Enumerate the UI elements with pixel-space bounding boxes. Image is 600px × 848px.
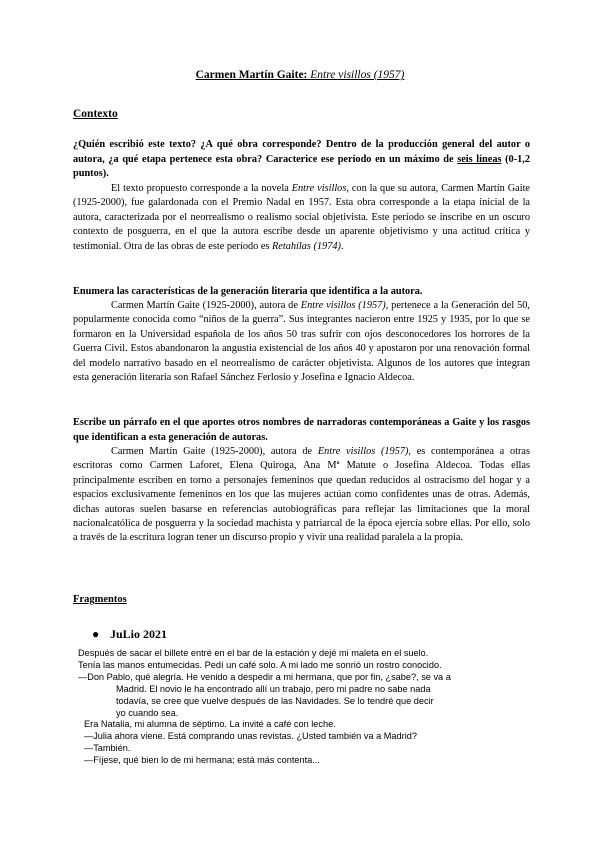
- answer-1-work: Entre visillos: [291, 183, 347, 194]
- answer-3-text-a: Carmen Martín Gaite (1925-2000), autora de: [111, 446, 318, 457]
- section-heading-contexto: Contexto: [73, 108, 118, 120]
- title-author: Carmen Martín Gaite:: [195, 69, 308, 81]
- question-3: Escribe un párrafo en el que aportes otros nombres de narradoras contemporáneas a Gaite y los rasgos que identifican a esta generación de autoras.: [73, 417, 530, 443]
- answer-3: [73, 445, 530, 546]
- fragment-line: todavía, se cree que vuelve después de las Navidades. Se lo tendré que decir: [116, 696, 434, 706]
- document-title: [0, 69, 600, 81]
- fragment-date: JuLio 2021: [110, 627, 168, 641]
- answer-1-text-b: , con la que su autora, Carmen Martín Gaite (1925-2000), fue galardonada con el Premio Nadal en 1957. Esta obra corresponde a la etapa inicial de la autora, caracterizada por el neorrealismo o realismo social objetivista. Este período se inscribe en un oscuro contexto de posguerra, en el que la autora escribe desde un aparente objetivismo y una actitud crítica y testimonial. Otra de las obras de este período es: [73, 183, 530, 252]
- fragment-line: Madrid. El novio le ha encontrado allí un trabajo, pero mi padre no sabe nada: [116, 684, 431, 694]
- answer-2-text-b: , pertenece a la Generación del 50, popularmente conocida como “niños de la guerra”. Sus integrantes nacieron entre 1925 y 1935, por lo que se formaron en la Universidad española de los años 50 tras sufrir con ojos desconocedores los horrores de la Guerra Civil. Estos abandonaron la angustia existencial de los años 40 y apostaron por una renovación formal del modelo narrativo basado en el neorrealismo de carácter objetivista. Algunos de los autores que integran esta generación literaria son Rafael Sánchez Ferlosio y Josefina e Ignacio Aldecoa.: [73, 300, 530, 384]
- fragment-line: —Don Pablo, qué alegría. He venido a despedir a mi hermana, que por fin, ¿sabe?, se va a: [78, 672, 451, 682]
- fragment-line: —Fíjese, qué bien lo de mi hermana; está más contenta...: [84, 755, 320, 765]
- question-1: [73, 138, 530, 182]
- answer-1: [73, 182, 530, 254]
- question-1-text: ¿Quién escribió este texto? ¿A qué obra corresponde? Dentro de la producción general del autor o autora, ¿a qué etapa pertenece esta obra? Caracterice ese periodo en un máximo de: [73, 139, 530, 165]
- fragment-line: Era Natalia, mi alumna de séptimo. La invité a café con leche.: [84, 719, 336, 729]
- answer-2-work: Entre visillos (1957): [300, 300, 386, 311]
- question-2: Enumera las características de la generación literaria que identifica a la autora.: [73, 286, 423, 297]
- answer-1-text-a: El texto propuesto corresponde a la novela: [111, 183, 292, 194]
- bullet-icon: ●: [92, 627, 100, 641]
- fragment-line: Después de sacar el billete entré en el bar de la estación y dejé mi maleta en el suelo.: [78, 648, 429, 658]
- question-1-underlined: seis líneas: [457, 153, 502, 165]
- answer-2: [73, 299, 530, 385]
- question-1-points: (0-1,2 puntos).: [73, 153, 531, 180]
- title-work: Entre visillos (1957): [310, 69, 405, 81]
- fragment-date-item: [92, 627, 167, 642]
- answer-3-work: Entre visillos (1957): [317, 446, 409, 457]
- fragment-line: yo cuando sea.: [116, 708, 179, 718]
- answer-2-text-a: Carmen Martín Gaite (1925-2000), autora de: [111, 300, 301, 311]
- answer-3-text-b: , es contemporánea a otras escritoras como Carmen Laforet, Elena Quiroga, Ana Mª Matute o Josefina Aldecoa. Todas ellas principalmente escriben en torno a personajes femeninos que quedan reducidos al ostracismo del hogar y a espacios exclusivamente femeninos en los que las mujeres actúan como confidentes unas de otras. Además, dichas autoras suelen basarse en referencias autobiográficas para reflejar las limitaciones que la moral nacionalcatólica de posguerra y la sociedad machista y patriarcal de la época ejercía sobre ellas. Por ello, solo a través de la escritura logran tener un discurso propio y vivir una realidad paralela a la propia.: [73, 446, 530, 544]
- fragment-line: —También.: [84, 743, 131, 753]
- answer-1-text-c: .: [340, 240, 344, 252]
- section-heading-fragmentos: Fragmentos: [73, 594, 127, 605]
- fragment-line: Tenía las manos entumecidas. Pedí un café solo. A mi lado me sonrió un rostro conocido.: [78, 660, 442, 670]
- answer-1-work-2: Retahílas (1974): [272, 240, 341, 252]
- fragment-line: —Julia ahora viene. Está comprando unas revistas. ¿Usted también va a Madrid?: [84, 731, 417, 741]
